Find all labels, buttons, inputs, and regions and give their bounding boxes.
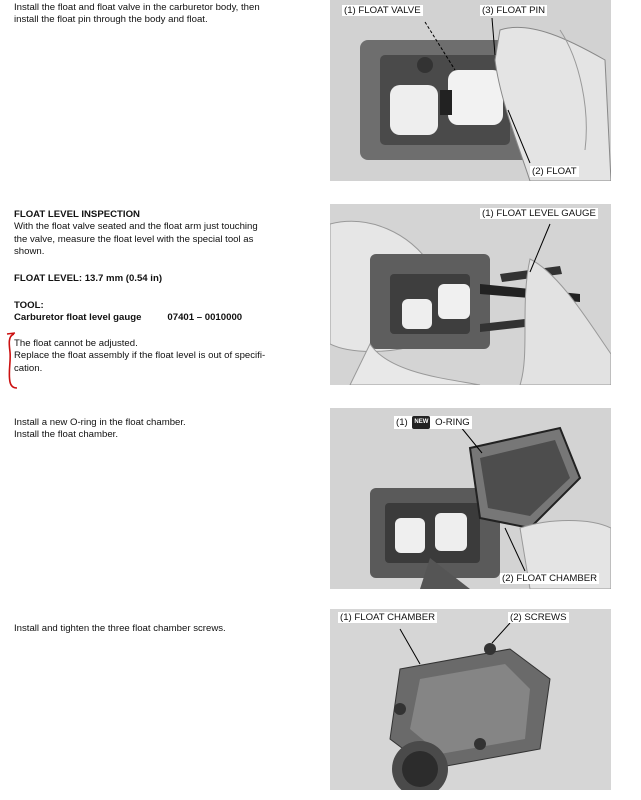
step4-instructions (14, 623, 319, 635)
step2-line3: shown. (14, 246, 45, 258)
tool-number: 07401 – 0010000 (167, 312, 243, 324)
callout-float-level-gauge: (1) FLOAT LEVEL GAUGE (482, 208, 596, 219)
callout-screws: (2) SCREWS (510, 612, 567, 623)
float-level-spec: FLOAT LEVEL: 13.7 mm (0.54 in) (14, 273, 163, 284)
float-level-inspection-heading: FLOAT LEVEL INSPECTION (14, 209, 140, 220)
callout-float-chamber-2: (1) FLOAT CHAMBER (340, 612, 436, 623)
tool-block (14, 300, 319, 325)
step1-instructions (14, 2, 319, 27)
callout-o-ring (394, 416, 472, 429)
callout-float-chamber: (2) FLOAT CHAMBER (502, 573, 598, 584)
step2-instructions (14, 209, 319, 259)
callout-float: (2) FLOAT (532, 166, 577, 177)
step4-line1: Install and tighten the three float chamber screws. (14, 623, 226, 634)
float-gauge-illustration (330, 204, 611, 385)
photo-float-install (330, 0, 611, 181)
new-part-badge-icon: NEW (412, 416, 430, 429)
float-chamber-screws-illustration (330, 609, 611, 790)
step3-line1: Install a new O-ring in the float chamber. (14, 417, 186, 428)
callout-float-pin: (3) FLOAT PIN (482, 5, 546, 16)
step1-line1: Install the float and float valve in the carburetor body, then (14, 2, 260, 13)
photo-o-ring (330, 408, 611, 589)
step1-line2: install the float pin through the body and float. (14, 14, 208, 26)
step3-line2: Install the float chamber. (14, 429, 118, 441)
note-line2: Replace the float assembly if the float level is out of specifi- (14, 350, 266, 362)
callout-o-ring-number: (1) (396, 417, 408, 429)
photo-float-chamber-screws (330, 609, 611, 790)
step2-line2: the valve, measure the float level with the special tool as (14, 233, 254, 245)
tool-name: Carburetor float level gauge (14, 312, 142, 324)
note-line1: The float cannot be adjusted. (14, 338, 138, 349)
note-line3: cation. (14, 362, 43, 374)
step3-instructions (14, 417, 319, 442)
step2-line1: With the float valve seated and the float arm just touching (14, 221, 258, 233)
float-notes (14, 338, 319, 375)
photo-float-level-gauge (330, 204, 611, 385)
float-chamber-oring-illustration (330, 408, 611, 589)
carburetor-float-illustration (330, 0, 611, 181)
callout-float-valve: (1) FLOAT VALVE (344, 5, 421, 16)
tool-heading: TOOL: (14, 300, 44, 311)
callout-o-ring-label: O-RING (435, 417, 470, 429)
tool-row (14, 312, 319, 324)
